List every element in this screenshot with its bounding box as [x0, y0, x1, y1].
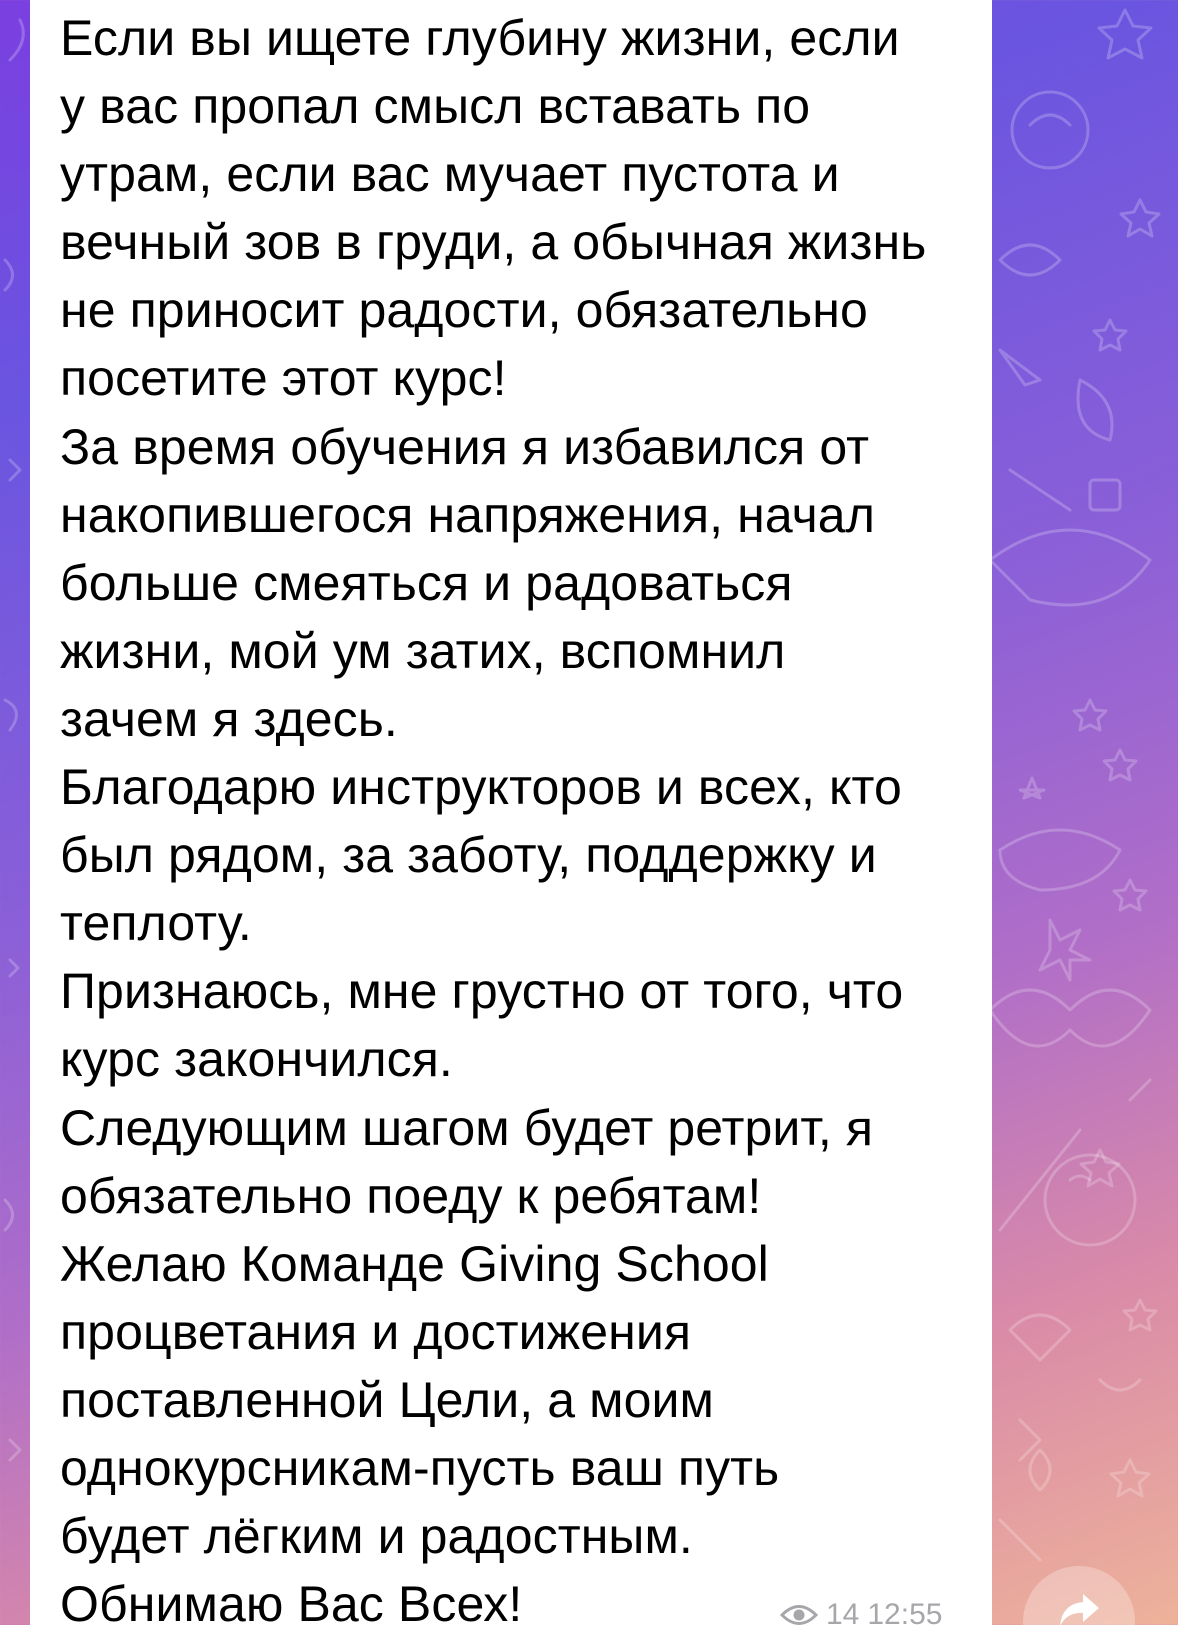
message-line: однокурсникам-пусть ваш путь	[60, 1439, 780, 1496]
message-line: теплоту.	[60, 895, 252, 952]
message-line: не приносит радости, обязательно	[60, 282, 868, 339]
message-line: вечный зов в груди, а обычная жизнь	[60, 214, 927, 271]
message-line: Следующим шагом будет ретрит, я	[60, 1099, 874, 1156]
share-arrow-icon	[1057, 1590, 1101, 1625]
eye-icon	[780, 1602, 818, 1625]
message-line: Обнимаю Вас Всех!	[60, 1576, 523, 1625]
message-line: поставленной Цели, а моим	[60, 1371, 714, 1428]
message-line: Благодарю инструкторов и всех, кто	[60, 759, 902, 816]
message-line: процветания и достижения	[60, 1303, 692, 1360]
message-line: был рядом, за заботу, поддержку и	[60, 827, 877, 884]
message-line: Признаюсь, мне грустно от того, что	[60, 963, 904, 1020]
message-line: Если вы ищете глубину жизни, если	[60, 10, 900, 66]
message-line: утрам, если вас мучает пустота и	[60, 146, 840, 203]
message-line: курс закончился.	[60, 1031, 453, 1088]
message-line: За время обучения я избавился от	[60, 418, 870, 475]
message-line: накопившегося напряжения, начал	[60, 486, 875, 543]
message-meta	[780, 1598, 942, 1625]
message-time: 12:55	[867, 1598, 943, 1625]
message-line: зачем я здесь.	[60, 690, 398, 747]
message-line: Желаю Команде Giving School	[60, 1235, 769, 1292]
message-line: жизни, мой ум затих, вспомнил	[60, 622, 786, 679]
message-line: у вас пропал смысл вставать по	[60, 78, 811, 135]
message-line: будет лёгким и радостным.	[60, 1508, 693, 1565]
message-text	[60, 4, 960, 1625]
message-line: больше смеяться и радоваться	[60, 554, 793, 611]
message-line: обязательно поеду к ребятам!	[60, 1167, 762, 1224]
view-count: 14	[826, 1598, 860, 1625]
message-line: посетите этот курс!	[60, 350, 507, 407]
